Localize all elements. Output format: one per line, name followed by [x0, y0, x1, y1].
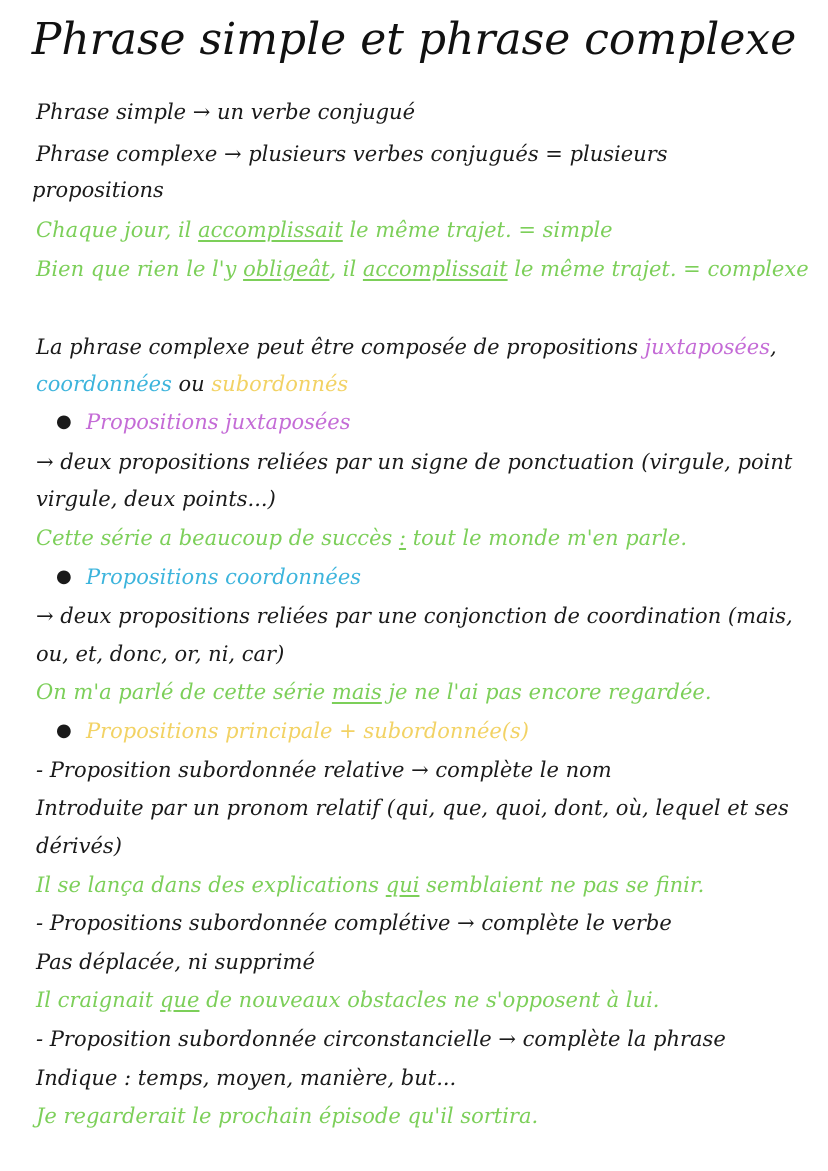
example-text: je ne l'ai pas encore regardée. [381, 680, 712, 704]
example-text: On m'a parlé de cette série [36, 680, 332, 704]
heading-subordonnees: Propositions principale + subordonnée(s) [86, 719, 529, 743]
definition-complexe-cont: propositions [32, 178, 164, 202]
juxtaposees-definition: → deux propositions reliées par un signe de ponctuation (virgule, point [36, 450, 793, 474]
relative-definition-cont: dérivés) [36, 834, 122, 858]
underlined-conjunction: que [160, 988, 200, 1012]
example-simple [36, 215, 800, 245]
comma: , [770, 335, 777, 359]
example-text: de nouveaux obstacles ne s'opposent à lui. [199, 988, 660, 1012]
intro-text: La phrase complexe peut être composée de propositions [36, 335, 645, 359]
example-circonstancielle: Je regarderait le prochain épisode qu'il sortira. [36, 1104, 539, 1128]
heading-coordonnees: Propositions coordonnées [86, 565, 362, 589]
example-relative [36, 870, 800, 900]
underlined-punctuation: : [398, 526, 407, 550]
underlined-verb: accomplissait [362, 257, 508, 281]
definition-simple: Phrase simple → un verbe conjugué [36, 100, 415, 124]
circonstancielle-definition: Indique : temps, moyen, manière, but... [36, 1066, 457, 1090]
bullet-icon: ● [56, 411, 72, 432]
example-text: tout le monde m'en parle. [406, 526, 688, 550]
page-title: Phrase simple et phrase complexe [31, 14, 797, 65]
circonstancielle-heading: - Proposition subordonnée circonstancielle → complète la phrase [36, 1027, 726, 1051]
conjunction-text: ou [171, 372, 212, 396]
keyword-juxtaposees: juxtaposées [644, 335, 770, 359]
example-text: semblaient ne pas se finir. [419, 873, 705, 897]
completive-definition: Pas déplacée, ni supprimé [36, 950, 315, 974]
heading-juxtaposees: Propositions juxtaposées [86, 410, 351, 434]
composition-intro-cont [36, 369, 800, 399]
definition-complexe: Phrase complexe → plusieurs verbes conjugués = plusieurs [36, 142, 668, 166]
example-juxtaposees [36, 523, 800, 553]
bullet-icon: ● [56, 566, 72, 587]
underlined-pronoun: qui [385, 873, 420, 897]
example-complexe [36, 254, 809, 284]
example-text: Il se lança dans des explications [36, 873, 386, 897]
keyword-coordonnees: coordonnées [36, 372, 172, 396]
coordonnees-definition-cont: ou, et, donc, or, ni, car) [36, 642, 285, 666]
relative-definition: Introduite par un pronom relatif (qui, que, quoi, dont, où, lequel et ses [36, 796, 789, 820]
example-text: le même trajet. = complexe [507, 257, 809, 281]
example-text: , il [329, 257, 363, 281]
bullet-icon: ● [56, 720, 72, 741]
example-text: Bien que rien le l'y [36, 257, 244, 281]
example-text: Cette série a beaucoup de succès [36, 526, 399, 550]
relative-heading: - Proposition subordonnée relative → complète le nom [36, 758, 612, 782]
completive-heading: - Propositions subordonnée complétive → complète le verbe [36, 911, 672, 935]
keyword-subordonnes: subordonnés [211, 372, 349, 396]
example-text: Il craignait [36, 988, 161, 1012]
underlined-conjunction: mais [331, 680, 382, 704]
example-text: Chaque jour, il [36, 218, 199, 242]
juxtaposees-definition-cont: virgule, deux points...) [36, 487, 276, 511]
underlined-verb: accomplissait [198, 218, 343, 242]
composition-intro [36, 332, 800, 362]
example-coordonnees [36, 677, 800, 707]
example-text: le même trajet. = simple [342, 218, 613, 242]
underlined-verb: obligeât [243, 257, 330, 281]
example-completive [36, 985, 800, 1015]
coordonnees-definition: → deux propositions reliées par une conjonction de coordination (mais, [36, 604, 793, 628]
